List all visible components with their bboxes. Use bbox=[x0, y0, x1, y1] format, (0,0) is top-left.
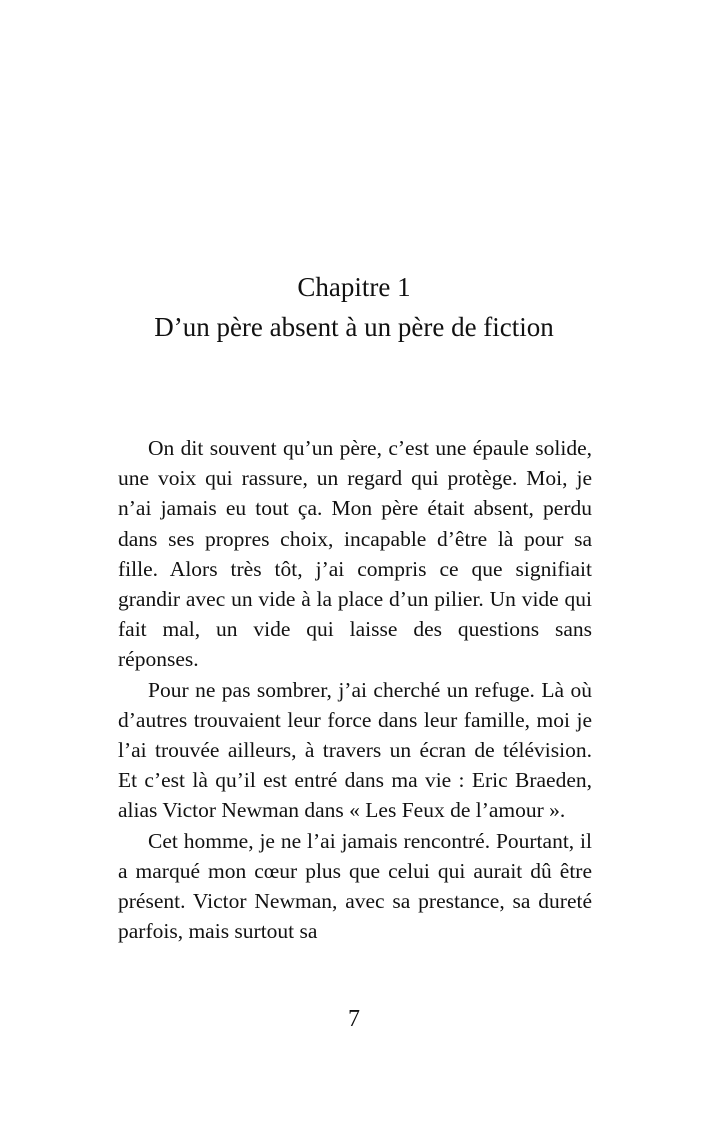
paragraph: On dit souvent qu’un père, c’est une épaule solide, une voix qui rassure, un regard qui protège. Moi, je n’ai jamais eu tout ça. Mon père était absent, perdu dans ses propres choix, incapable d’être là pour sa fille. Alors très tôt, j’ai compris ce que signifiait grandir avec un vide à la place d’un pilier. Un vide qui fait mal, un vide qui laisse des questions sans réponses. bbox=[118, 436, 592, 672]
chapter-number: Chapitre 1 bbox=[297, 272, 411, 302]
page-number: 7 bbox=[348, 1006, 360, 1032]
paragraph: Pour ne pas sombrer, j’ai cherché un refuge. Là où d’autres trouvaient leur force dans leur famille, moi je l’ai trouvée ailleurs, à travers un écran de télévision. Et c’est là qu’il est entré dans ma vie : Eric Braeden, alias Victor Newman dans « Les Feux de l’amour ». bbox=[118, 677, 592, 823]
paragraph: Cet homme, je ne l’ai jamais rencontré. Pourtant, il a marqué mon cœur plus que celui qui aurait dû être présent. Victor Newman, avec sa prestance, sa dureté parfois, mais surtout sa bbox=[118, 828, 592, 944]
chapter-heading bbox=[0, 268, 708, 346]
chapter-body bbox=[118, 433, 592, 946]
chapter-title: D’un père absent à un père de fiction bbox=[154, 312, 554, 342]
